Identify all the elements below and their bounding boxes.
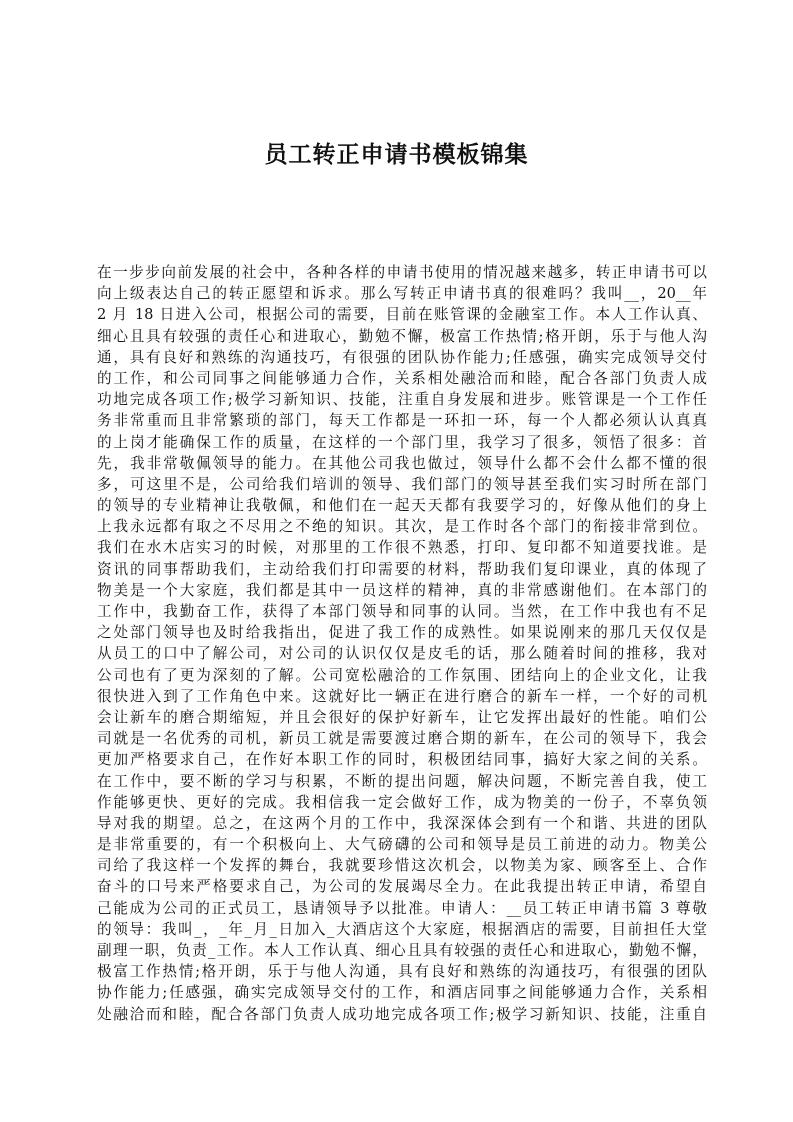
body-line: 工作中，我勤奋工作，获得了本部门领导和同事的认同。当然，在工作中我也有不足 (97, 603, 707, 620)
body-line: 很快进入到了工作角色中来。这就好比一辆正在进行磨合的新车一样，一个好的司机 (97, 687, 707, 705)
body-line: 多，可这里不是，公司给我们培训的领导、我们部门的领导甚至我们实习时所在部门 (97, 475, 707, 493)
body-line: 会让新车的磨合期缩短，并且会很好的保护好新车，让它发挥出最好的性能。咱们公 (97, 708, 707, 726)
body-line: 细心且具有较强的责任心和进取心，勤勉不懈，极富工作热情;格开朗，乐于与他人沟 (97, 327, 707, 345)
body-line: 的工作，和公司同事之间能够通力合作，关系相处融洽而和睦，配合各部门负责人成 (97, 369, 707, 387)
body-line: 极富工作热情;格开朗，乐于与他人沟通，具有良好和熟练的沟通技巧，有很强的团队 (97, 963, 707, 981)
body-line: 司就是一名优秀的司机，新员工就是需要渡过磨合期的新车，在公司的领导下，我会 (97, 730, 707, 748)
body-line: 处融洽而和睦，配合各部门负责人成功地完成各项工作;极学习新知识、技能，注重自 (97, 1005, 707, 1023)
body-line: 先，我非常敬佩领导的能力。在其他公司我也做过，领导什么都不会什么都不懂的很 (97, 454, 707, 472)
body-line: 的领导：我叫_，_年_月_日加入_大酒店这个大家庭，根据酒店的需要，目前担任大堂 (97, 920, 707, 938)
document-body (97, 262, 707, 1025)
body-line: 之处部门领导也及时给我指出，促进了我工作的成熟性。如果说刚来的那几天仅仅是 (97, 624, 707, 642)
body-line: 奋斗的口号来严格要求自己，为公司的发展竭尽全力。在此我提出转正申请，希望自 (97, 878, 707, 896)
body-line: 向上级表达自己的转正愿望和诉求。那么写转正申请书真的很难吗？我叫__，20__年 (97, 285, 707, 303)
body-line: 司给了我这样一个发挥的舞台，我就要珍惜这次机会，以物美为家、顾客至上、合作 (97, 857, 707, 875)
body-line: 物美是一个大家庭，我们都是其中一员这样的精神，真的非常感谢他们。在本部门的 (97, 581, 707, 599)
document-title: 员工转正申请书模板锦集 (264, 142, 529, 168)
body-line: 更加严格要求自己，在作好本职工作的同时，积极团结同事，搞好大家之间的关系。 (97, 751, 707, 769)
body-line: 2 月 18 日进入公司，根据公司的需要，目前在账管课的金融室工作。本人工作认真、 (97, 306, 707, 324)
body-line: 公司也有了更为深刻的了解。公司宽松融洽的工作氛围、团结向上的企业文化，让我 (97, 666, 707, 684)
body-line: 协作能力;任感强，确实完成领导交付的工作，和酒店同事之间能够通力合作，关系相 (97, 984, 707, 1002)
body-line: 从员工的口中了解公司，对公司的认识仅仅是皮毛的话，那么随着时间的推移，我对 (97, 645, 707, 663)
body-line: 副理一职，负责_工作。本人工作认真、细心且具有较强的责任心和进取心，勤勉不懈， (97, 942, 707, 959)
body-line: 导对我的期望。总之，在这两个月的工作中，我深深体会到有一个和谐、共进的团队 (97, 814, 707, 832)
body-line: 通，具有良好和熟练的沟通技巧，有很强的团队协作能力;任感强，确实完成领导交付 (97, 348, 707, 366)
body-line: 的上岗才能确保工作的质量，在这样的一个部门里，我学习了很多，领悟了很多：首 (97, 433, 707, 451)
body-line: 作能够更快、更好的完成。我相信我一定会做好工作，成为物美的一份子，不辜负领 (97, 793, 707, 811)
body-line: 己能成为公司的正式员工，恳请领导予以批准。申请人：__员工转正申请书篇 3 尊敬 (97, 899, 707, 917)
body-line: 的领导的专业精神让我敬佩，和他们在一起天天都有我要学习的，好像从他们的身上 (97, 497, 707, 515)
body-line: 功地完成各项工作;极学习新知识、技能，注重自身发展和进步。账管课是一个工作任 (97, 391, 707, 409)
body-line: 资讯的同事帮助我们，主动给我们打印需要的材料，帮助我们复印课业，真的体现了 (97, 560, 707, 578)
body-line: 在工作中，要不断的学习与积累，不断的提出问题，解决问题，不断完善自我，使工 (97, 772, 707, 790)
body-line: 在一步步向前发展的社会中，各种各样的申请书使用的情况越来越多，转正申请书可以 (97, 264, 707, 281)
body-line: 务非常重而且非常繁琐的部门，每天工作都是一环扣一环，每一个人都必须认认真真 (97, 412, 707, 430)
body-line: 上我永远都有取之不尽用之不绝的知识。其次，是工作时各个部门的衔接非常到位。 (97, 518, 707, 536)
body-line: 是非常重要的，有一个积极向上、大气磅礴的公司和领导是员工前进的动力。物美公 (97, 836, 707, 854)
body-line: 我们在水木店实习的时候，对那里的工作很不熟悉，打印、复印都不知道要找谁。是 (97, 539, 707, 557)
